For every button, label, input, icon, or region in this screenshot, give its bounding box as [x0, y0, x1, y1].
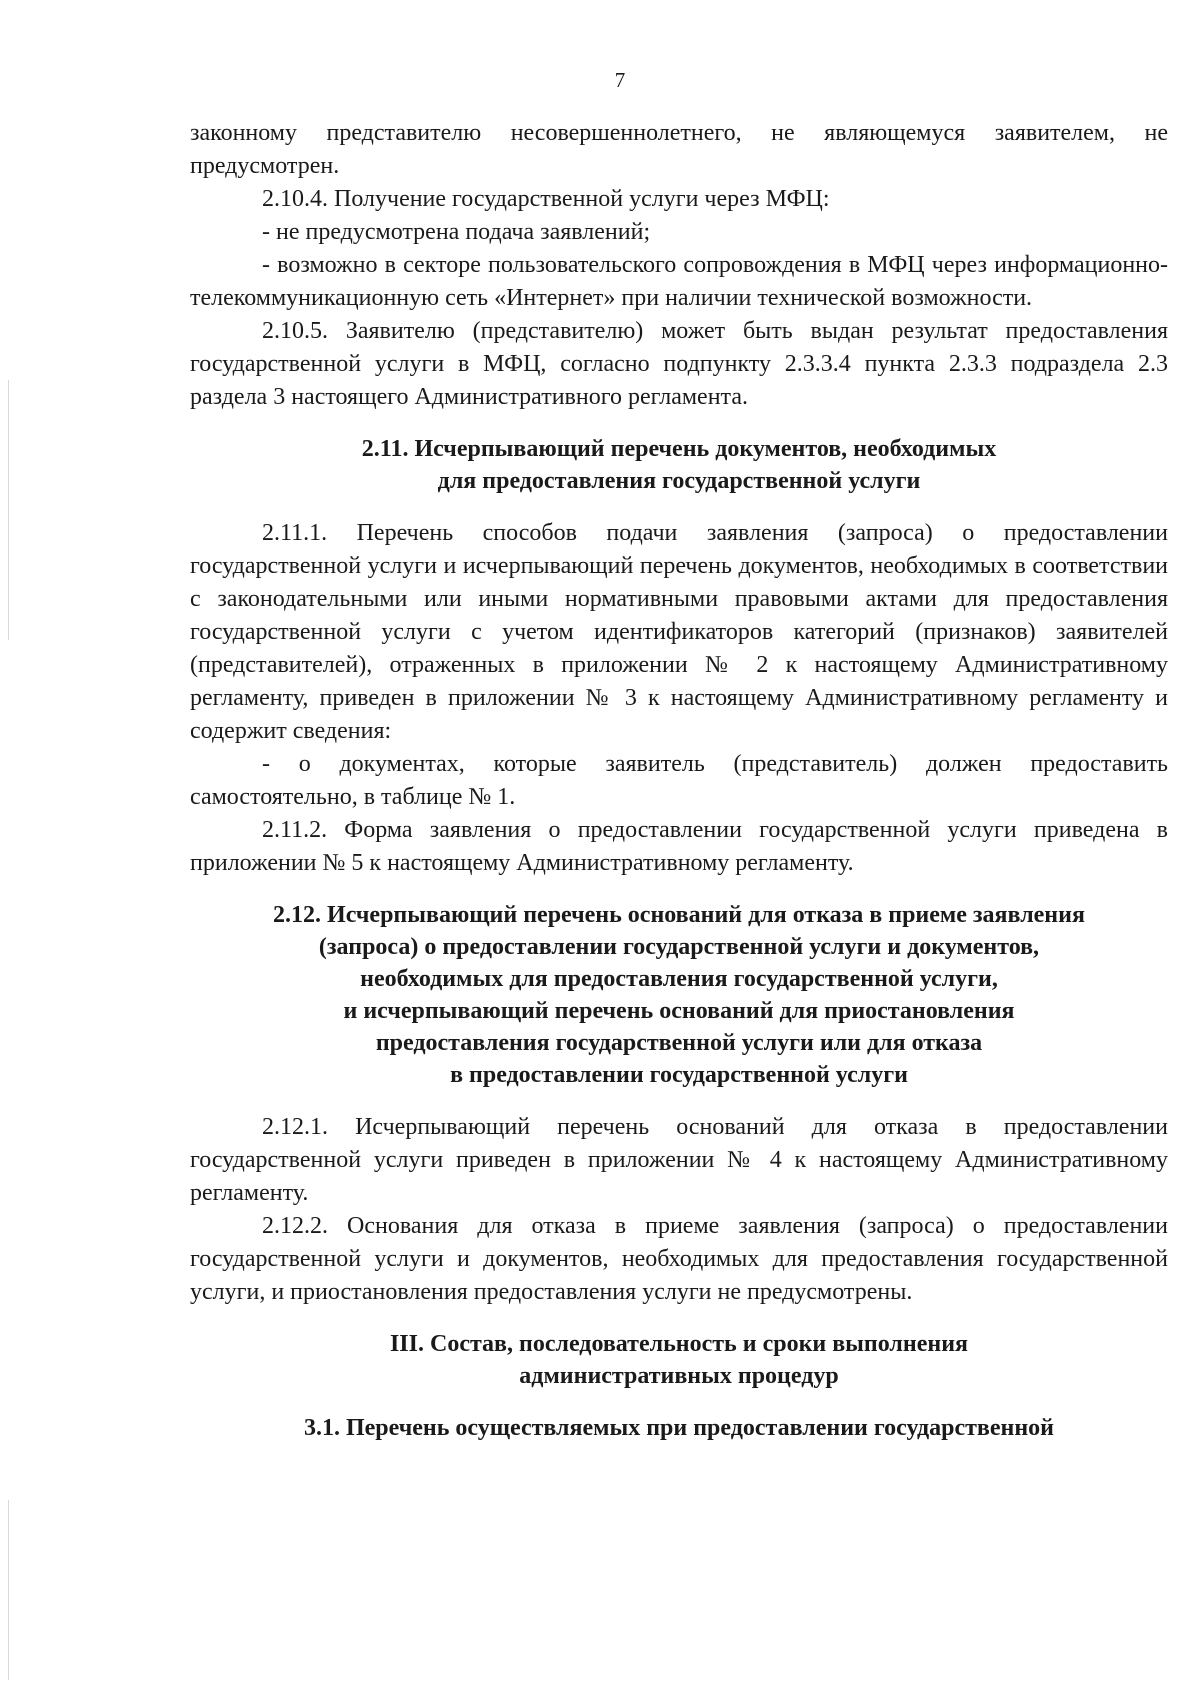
list-item-documents-self: - о документах, которые заявитель (представитель) должен предоставить самостоятельно, в таблице № 1.: [190, 751, 1168, 810]
section-heading-III: [190, 1328, 1168, 1392]
paragraph-2-10-5: 2.10.5. Заявителю (представителю) может быть выдан результат предоставления государственной услуги в МФЦ, согласно подпункту 2.3.3.4 пункта 2.3.3 подраздела 2.3 раздела 3 настоящего Административного регламента.: [190, 318, 1168, 410]
heading-line: 2.11. Исчерпывающий перечень документов, необходимых: [361, 436, 997, 462]
heading-line: и исчерпывающий перечень оснований для приостановления: [343, 998, 1015, 1024]
heading-line: в предоставлении государственной услуги: [450, 1062, 908, 1088]
section-heading-3-1: [190, 1412, 1168, 1444]
paragraph-2-12-2: 2.12.2. Основания для отказа в приеме заявления (запроса) о предоставлении государственной услуги и документов, необходимых для предоставления государственной услуги, и приостановления предоставления услуги не предусмотрены.: [190, 1213, 1168, 1305]
page-number: 7: [614, 68, 626, 92]
section-heading-2-11: [190, 433, 1168, 497]
section-heading-2-12: [190, 899, 1168, 1091]
scan-edge-mark: [8, 380, 9, 640]
paragraph-continuation: законному представителю несовершеннолетнего, не являющемуся заявителем, не предусмотрен.: [190, 120, 1168, 179]
heading-line: предоставления государственной услуги или для отказа: [375, 1030, 983, 1056]
heading-line: (запроса) о предоставлении государственной услуги и документов,: [318, 934, 1040, 960]
paragraph-2-10-4: 2.10.4. Получение государственной услуги через МФЦ:: [262, 186, 830, 212]
paragraph-2-12-1: 2.12.1. Исчерпывающий перечень оснований для отказа в предоставлении государственной услуги приведен в приложении № 4 к настоящему Административному регламенту.: [190, 1114, 1168, 1206]
heading-line: для предоставления государственной услуги: [437, 468, 921, 494]
heading-line: III. Состав, последовательность и сроки выполнения: [389, 1331, 969, 1357]
heading-line: 3.1. Перечень осуществляемых при предоставлении государственной: [303, 1415, 1055, 1441]
paragraph-2-11-2: 2.11.2. Форма заявления о предоставлении государственной услуги приведена в приложении № 5 к настоящему Административному регламенту.: [190, 817, 1168, 876]
paragraph-2-11-1: 2.11.1. Перечень способов подачи заявления (запроса) о предоставлении государственной услуги и исчерпывающий перечень документов, необходимых в соответствии с законодательными или иными нормативными правовыми актами для предоставления государственной услуги с учетом идентификаторов категорий (признаков) заявителей (представителей), отраженных в приложении № 2 к настоящему Административному регламенту, приведен в приложении № 3 к настоящему Административному регламенту и содержит сведения:: [190, 520, 1168, 744]
scan-edge-mark: [8, 1500, 9, 1680]
list-item-no-submission: - не предусмотрена подача заявлений;: [262, 219, 651, 245]
heading-line: административных процедур: [519, 1363, 839, 1389]
document-body: [190, 117, 1168, 1444]
heading-line: 2.12. Исчерпывающий перечень оснований для отказа в приеме заявления: [273, 902, 1085, 928]
list-item-internet-access: - возможно в секторе пользовательского сопровождения в МФЦ через информационно-телекоммуникационную сеть «Интернет» при наличии технической возможности.: [190, 252, 1168, 311]
heading-line: необходимых для предоставления государственной услуги,: [360, 966, 998, 992]
